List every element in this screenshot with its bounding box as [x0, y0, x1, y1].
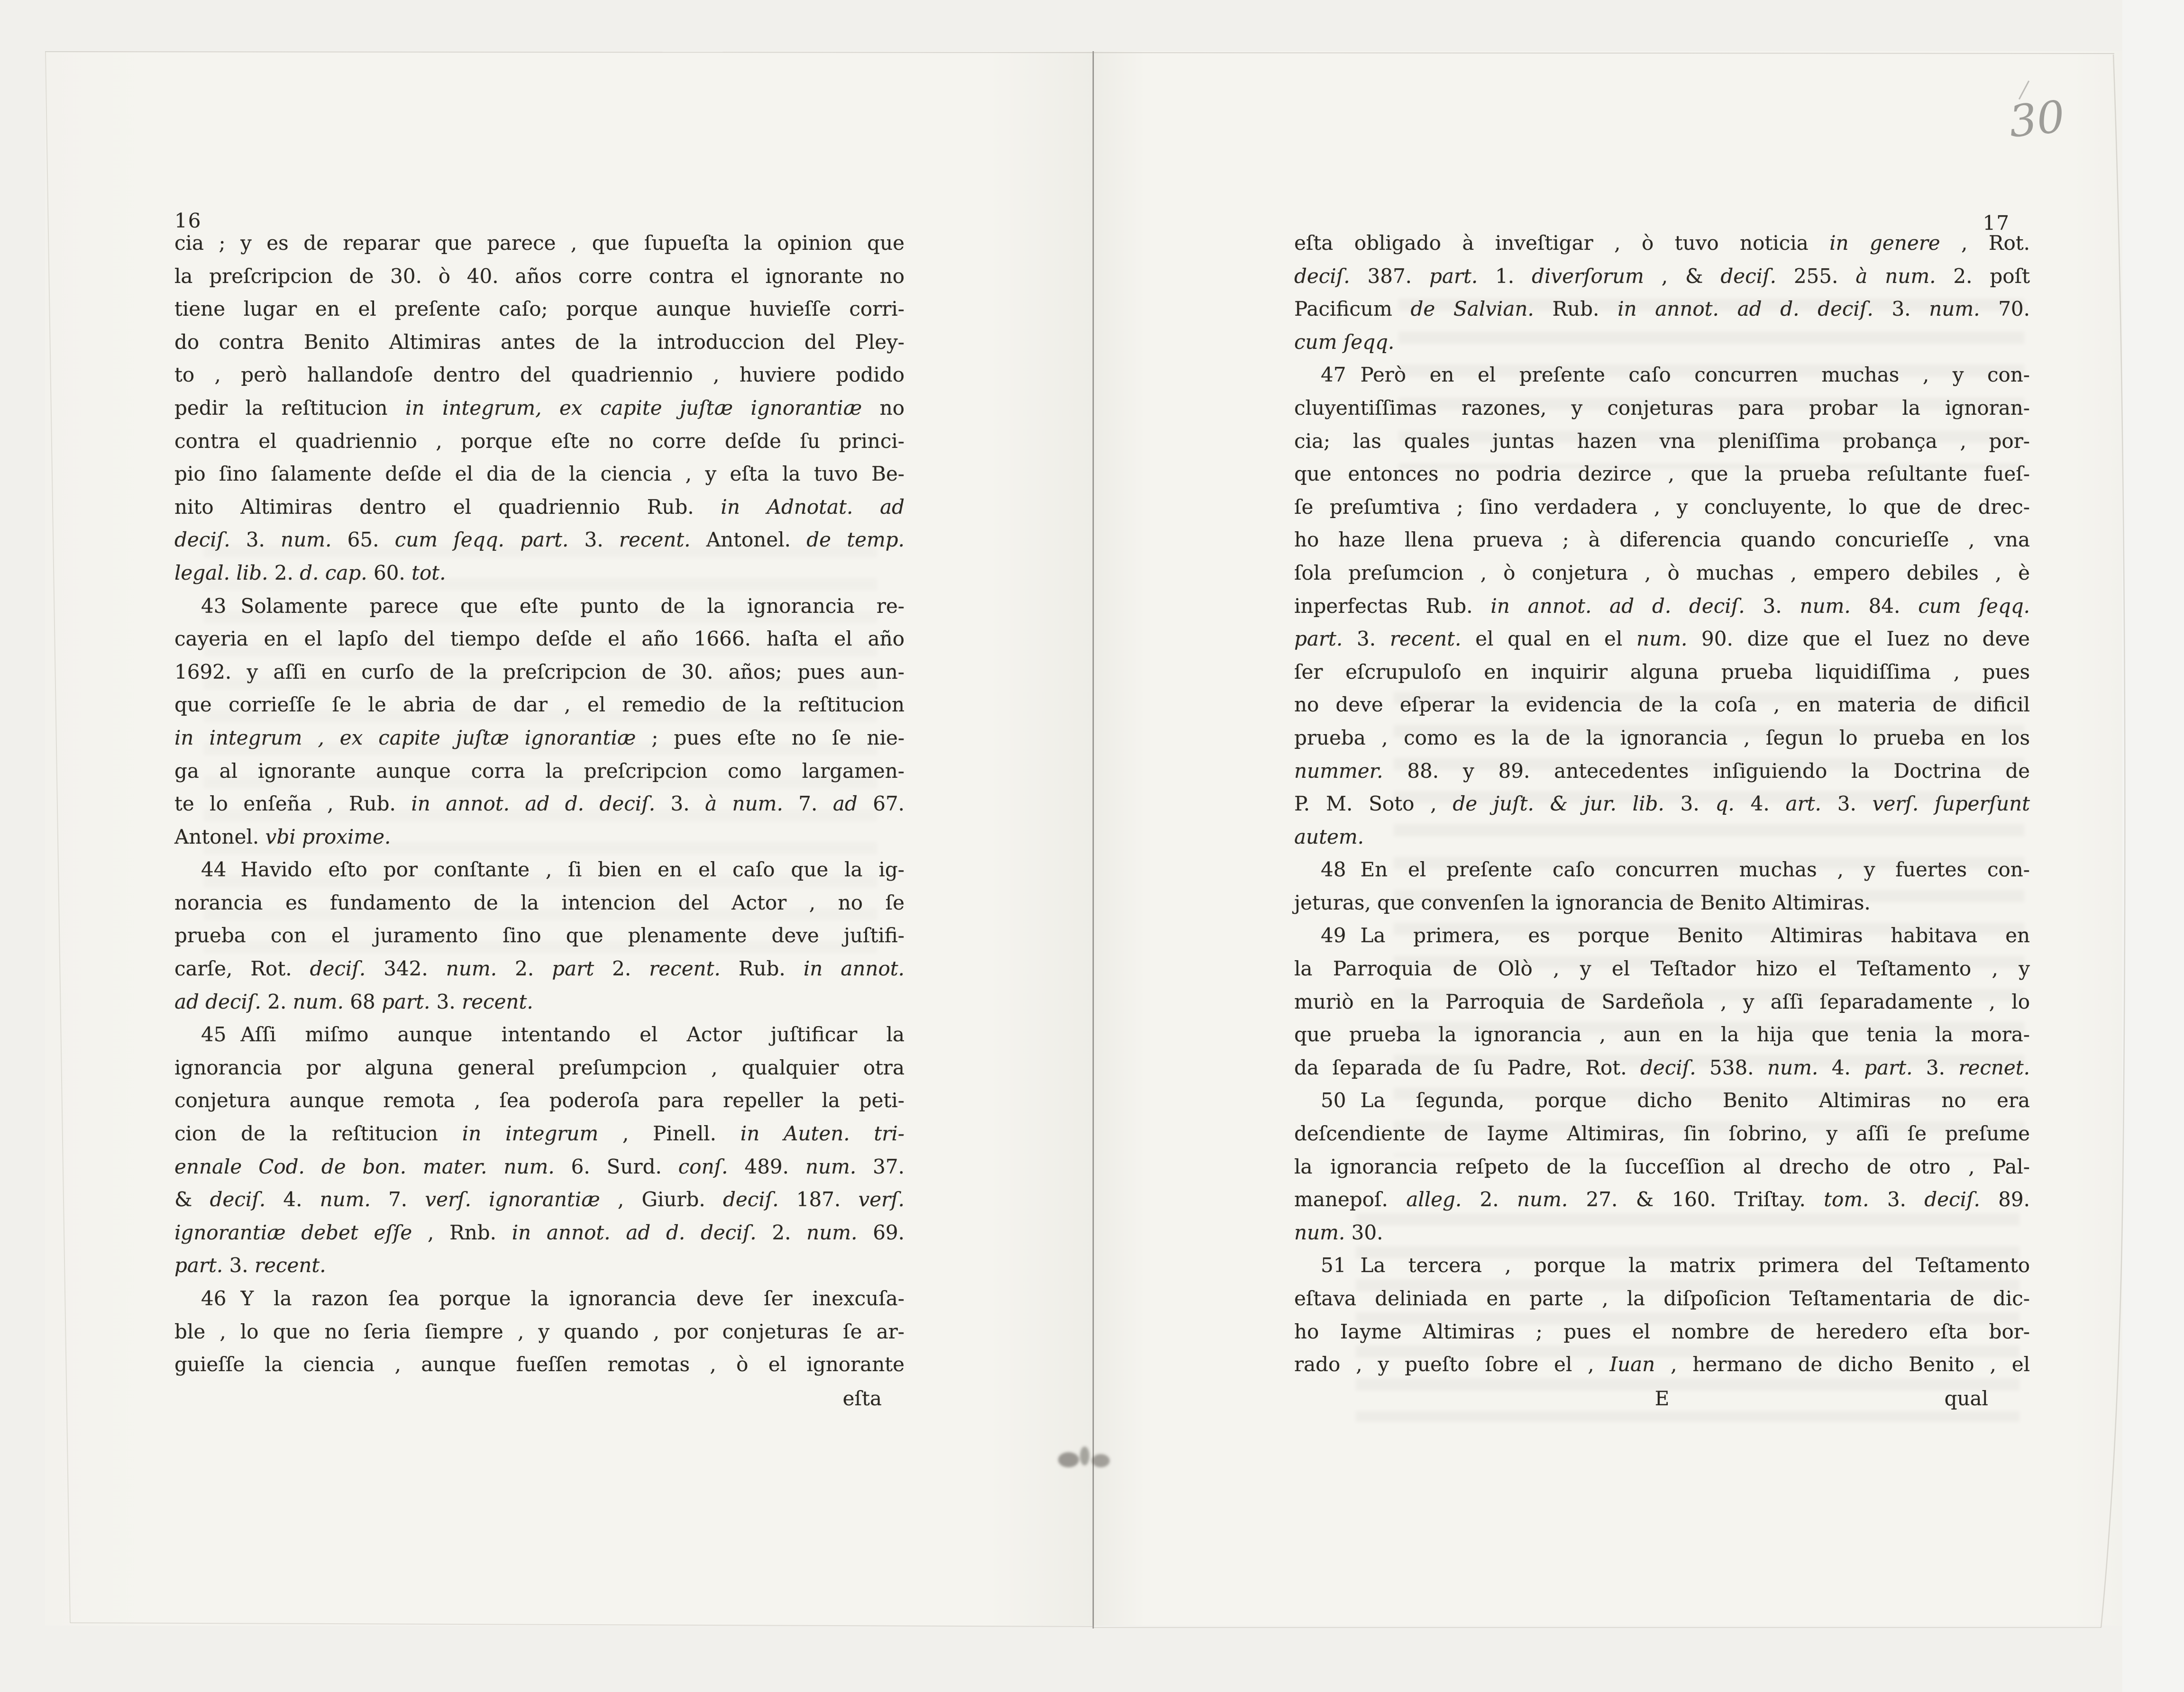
text-line: cayeria en el lapſo del tiempo deſde el año 1666. haſta el año — [174, 627, 905, 651]
text-line: eſtava deliniada en parte , la diſpoſicion Teſtamentaria de dic- — [1294, 1287, 2030, 1310]
folio-number-left: 16 — [174, 209, 202, 232]
text-line: P. M. Soto , de juſt. & jur. lib. 3. q. 4. art. 3. verſ. ſuperſunt — [1294, 792, 2030, 816]
catchword-left: eſta — [842, 1387, 882, 1410]
text-line: prueba , como es la de la ignorancia , ſegun lo prueba en los — [1294, 726, 2030, 749]
text-line: la Parroquia de Olò , y el Teſtador hizo el Teſtamento , y — [1294, 957, 2030, 981]
text-line: to , però hallandoſe dentro del quadriennio , huviere podido — [174, 363, 905, 387]
handwritten-foliation: 30 — [2006, 91, 2067, 147]
text-line: deciſ. 3. num. 65. cum ſeqq. part. 3. recent. Antonel. de temp. — [174, 528, 905, 552]
text-line: num. 30. — [1294, 1220, 1383, 1244]
scan-margin — [2122, 0, 2184, 1692]
text-line: 47 Però en el preſente caſo concurren muchas , y con- — [1321, 363, 2030, 387]
text-line: te lo enſeña , Rub. in annot. ad d. deciſ. 3. à num. 7. ad 67. — [174, 792, 905, 816]
text-line: cia; las quales juntas hazen vna pleniſſima probança , por- — [1294, 429, 2030, 453]
gathering-signature: E — [1654, 1387, 1670, 1410]
text-line: ſola preſumcion , ò conjetura , ò muchas , empero debiles , è — [1294, 561, 2030, 584]
text-line: jeturas, que convenſen la ignorancia de Benito Altimiras. — [1294, 891, 1871, 914]
text-line: ho haze llena prueva ; à diferencia quando concurieſſe , vna — [1294, 528, 2030, 552]
text-line: part. 3. recent. — [174, 1254, 326, 1277]
text-line: inperfectas Rub. in annot. ad d. deciſ. 3. num. 84. cum ſeqq. — [1294, 594, 2030, 618]
text-line: cum ſeqq. — [1294, 330, 1395, 354]
text-line: guieſſe la ciencia , aunque fueſſen remotas , ò el ignorante — [174, 1353, 905, 1376]
text-line: 48 En el preſente caſo concurren muchas , y fuertes con- — [1321, 858, 2030, 882]
text-line: la preſcripcion de 30. ò 40. años corre contra el ignorante no — [174, 264, 905, 288]
text-line: ſe preſumtiva ; ſino verdadera , y concluyente, lo que de drec- — [1294, 495, 2030, 519]
text-line: que prueba la ignorancia , aun en la hija que tenia la mora- — [1294, 1023, 2030, 1046]
text-line: ſer eſcrupuloſo en inquirir alguna prueba liquidiſſima , pues — [1294, 660, 2030, 683]
text-line: 51 La tercera , porque la matrix primera del Teſtamento — [1321, 1254, 2030, 1277]
text-line: deciſ. 387. part. 1. diverſorum , & deciſ. 255. à num. 2. poſt — [1294, 264, 2030, 288]
signature-line — [1294, 1382, 2030, 1415]
text-line: cluyentiſſimas razones, y conjeturas para probar la ignoran- — [1294, 396, 2030, 419]
text-line: norancia es fundamento de la intencion del Actor , no ſe — [174, 891, 905, 914]
text-line: manepoſ. alleg. 2. num. 27. & 160. Triſtay. tom. 3. deciſ. 89. — [1294, 1188, 2030, 1211]
text-line: ble , lo que no ſeria ſiempre , y quando , por conjeturas ſe ar- — [174, 1319, 905, 1343]
text-line: 50 La ſegunda, porque dicho Benito Altimiras no era — [1321, 1089, 2030, 1112]
text-line: cia ; y es de reparar que parece , que ſupueſta la opinion que — [174, 231, 905, 255]
text-line: que entonces no podria dezirce , que la prueba reſultante fueſ- — [1294, 462, 2030, 486]
text-line: ignorantiæ debet eſſe , Rnb. in annot. ad d. deciſ. 2. num. 69. — [174, 1220, 905, 1244]
text-line: & deciſ. 4. num. 7. verſ. ignorantiæ , Giurb. deciſ. 187. verſ. — [174, 1188, 905, 1211]
text-line: cion de la reſtitucion in integrum , Pinell. in Auten. tri- — [174, 1122, 905, 1146]
text-line: in integrum , ex capite juſtæ ignorantiæ ; pues eſte no ſe nie- — [174, 726, 905, 749]
folio-number-right: 17 — [1983, 211, 2010, 235]
text-line: ennale Cod. de bon. mater. num. 6. Surd. conſ. 489. num. 37. — [174, 1155, 905, 1178]
text-line: pio ſino ſalamente deſde el dia de la ciencia , y eſta la tuvo Be- — [174, 462, 905, 486]
text-line: la ignorancia reſpeto de la ſucceſſion al drecho de otro , Pal- — [1294, 1155, 2030, 1178]
text-line: nito Altimiras dentro el quadriennio Rub. in Adnotat. ad — [174, 495, 905, 519]
text-line: conjetura aunque remota , ſea poderoſa para repeller la peti- — [174, 1089, 905, 1112]
page-16-text — [174, 227, 905, 1381]
text-line: carſe, Rot. deciſ. 342. num. 2. part 2. recent. Rub. in annot. — [174, 957, 905, 981]
catchword-right: qual — [1944, 1387, 1988, 1410]
text-line: 49 La primera, es porque Benito Altimiras habitava en — [1321, 924, 2030, 947]
text-line: do contra Benito Altimiras antes de la introduccion del Pley- — [174, 330, 905, 354]
text-line: autem. — [1294, 825, 1364, 848]
text-line: prueba con el juramento ſino que plenamente deve juſtifi- — [174, 924, 905, 947]
text-line: 44 Havido eſto por conſtante , ſi bien en el caſo que la ig- — [201, 858, 905, 882]
text-line: nummer. 88. y 89. antecedentes inſiguiendo la Doctrina de — [1294, 759, 2030, 782]
text-line: ho Iayme Altimiras ; pues el nombre de heredero eſta bor- — [1294, 1319, 2030, 1343]
text-line: ad deciſ. 2. num. 68 part. 3. recent. — [174, 990, 533, 1013]
text-line: da ſeparada de ſu Padre, Rot. deciſ. 538. num. 4. part. 3. recnet. — [1294, 1055, 2030, 1079]
text-line: legal. lib. 2. d. cap. 60. tot. — [174, 561, 446, 584]
text-line: no deve eſperar la evidencia de la coſa , en materia de dificil — [1294, 693, 2030, 717]
text-line: eſta obligado à inveſtigar , ò tuvo noticia in genere , Rot. — [1294, 231, 2030, 255]
text-line: ga al ignorante aunque corra la preſcripcion como largamen- — [174, 759, 905, 782]
text-line: rado , y pueſto ſobre el , Iuan , hermano de dicho Benito , el — [1294, 1353, 2030, 1376]
text-line: Antonel. vbi proxime. — [174, 825, 391, 848]
page-17-text — [1294, 227, 2030, 1381]
text-line: que corrieſſe ſe le abria de dar , el remedio de la reſtitucion — [174, 693, 905, 717]
text-line: tiene lugar en el preſente caſo; porque aunque huvieſſe corri- — [174, 297, 905, 321]
text-line: muriò en la Parroquia de Sardeñola , y aſſi ſeparadamente , lo — [1294, 990, 2030, 1013]
text-line: pedir la reſtitucion in integrum, ex capite juſtæ ignorantiæ no — [174, 396, 905, 419]
text-line: 43 Solamente parece que eſte punto de la ignorancia re- — [201, 594, 905, 618]
text-line: ignorancia por alguna general preſumpcion , qualquier otra — [174, 1055, 905, 1079]
text-line: part. 3. recent. el qual en el num. 90. dize que el Iuez no deve — [1294, 627, 2030, 651]
text-line: Pacificum de Salvian. Rub. in annot. ad d. deciſ. 3. num. 70. — [1294, 297, 2030, 321]
text-line: 45 Aſſi miſmo aunque intentando el Actor juſtificar la — [201, 1023, 905, 1046]
text-line: deſcendiente de Iayme Altimiras, ſin ſobrino, y aſſi ſe preſume — [1294, 1122, 2030, 1146]
text-line: 1692. y aſſi en curſo de la preſcripcion de 30. años; pues aun- — [174, 660, 905, 683]
text-line: contra el quadriennio , porque eſte no corre deſde ſu princi- — [174, 429, 905, 453]
text-line: 46 Y la razon ſea porque la ignorancia deve ſer inexcuſa- — [201, 1287, 905, 1310]
